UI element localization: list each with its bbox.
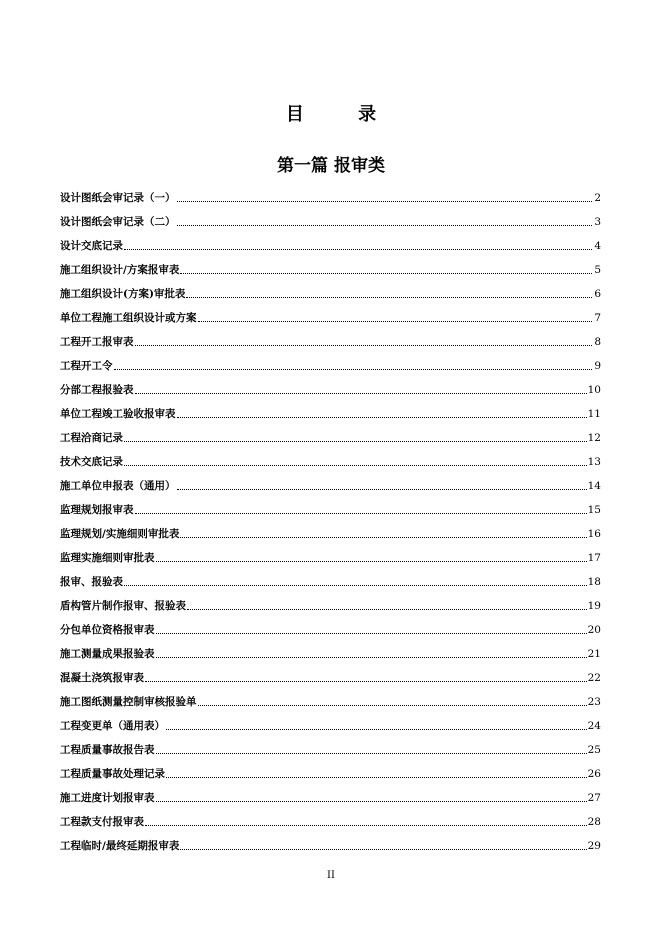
toc-entry-page-number: 16 bbox=[587, 528, 601, 540]
dot-leader bbox=[114, 368, 593, 370]
toc-entry-label: 报审、报验表 bbox=[60, 576, 123, 588]
toc-entry-page-number: 26 bbox=[587, 768, 601, 780]
toc-entry-page-number: 24 bbox=[587, 720, 601, 732]
section-title: 第一篇 报审类 bbox=[277, 156, 385, 176]
toc-entry-page-number: 6 bbox=[594, 288, 601, 300]
toc-entry-label: 混凝土浇筑报审表 bbox=[60, 672, 144, 684]
toc-entry-page-number: 18 bbox=[587, 576, 601, 588]
dot-leader bbox=[156, 800, 587, 802]
toc-entry-label: 盾构管片制作报审、报验表 bbox=[60, 600, 186, 612]
toc-entry-page-number: 11 bbox=[587, 408, 601, 420]
toc-entry-label: 施工图纸测量控制审核报验单 bbox=[60, 696, 197, 708]
dot-leader bbox=[156, 656, 587, 658]
table-of-contents bbox=[60, 185, 601, 857]
toc-entry-page-number: 10 bbox=[587, 384, 601, 396]
dot-leader bbox=[187, 608, 587, 610]
toc-entry-label: 施工单位申报表（通用） bbox=[60, 480, 176, 492]
toc-entry[interactable] bbox=[60, 617, 601, 641]
toc-entry[interactable] bbox=[60, 833, 601, 857]
toc-entry[interactable] bbox=[60, 449, 601, 473]
toc-entry-label: 监理实施细则审批表 bbox=[60, 552, 155, 564]
toc-entry[interactable] bbox=[60, 545, 601, 569]
toc-entry-page-number: 3 bbox=[594, 216, 601, 228]
dot-leader bbox=[198, 320, 593, 322]
toc-entry[interactable] bbox=[60, 569, 601, 593]
dot-leader bbox=[156, 560, 587, 562]
page-number-footer: II bbox=[327, 870, 335, 881]
toc-entry-label: 工程质量事故处理记录 bbox=[60, 768, 165, 780]
dot-leader bbox=[177, 488, 587, 490]
toc-entry-label: 工程开工令 bbox=[60, 360, 113, 372]
toc-entry[interactable] bbox=[60, 737, 601, 761]
toc-entry-label: 工程洽商记录 bbox=[60, 432, 123, 444]
dot-leader bbox=[145, 680, 587, 682]
toc-entry[interactable] bbox=[60, 785, 601, 809]
toc-entry-label: 工程质量事故报告表 bbox=[60, 744, 155, 756]
dot-leader bbox=[135, 392, 587, 394]
toc-entry-label: 分部工程报验表 bbox=[60, 384, 134, 396]
toc-entry[interactable] bbox=[60, 233, 601, 257]
toc-entry[interactable] bbox=[60, 593, 601, 617]
toc-entry-label: 设计图纸会审记录（二） bbox=[60, 216, 176, 228]
toc-entry[interactable] bbox=[60, 665, 601, 689]
toc-entry-page-number: 27 bbox=[587, 792, 601, 804]
dot-leader bbox=[180, 848, 586, 850]
dot-leader bbox=[166, 776, 587, 778]
dot-leader bbox=[156, 632, 587, 634]
toc-entry-page-number: 14 bbox=[587, 480, 601, 492]
dot-leader bbox=[180, 536, 586, 538]
toc-entry-page-number: 13 bbox=[587, 456, 601, 468]
page-title: 目 录 bbox=[285, 104, 401, 125]
toc-entry-page-number: 4 bbox=[594, 240, 601, 252]
toc-entry[interactable] bbox=[60, 281, 601, 305]
dot-leader bbox=[124, 584, 587, 586]
toc-entry-page-number: 8 bbox=[594, 336, 601, 348]
dot-leader bbox=[177, 416, 587, 418]
toc-entry[interactable] bbox=[60, 185, 601, 209]
dot-leader bbox=[156, 752, 587, 754]
toc-entry[interactable] bbox=[60, 353, 601, 377]
toc-entry-label: 单位工程施工组织设计或方案 bbox=[60, 312, 197, 324]
dot-leader bbox=[135, 512, 587, 514]
dot-leader bbox=[135, 344, 593, 346]
dot-leader bbox=[198, 704, 587, 706]
toc-entry[interactable] bbox=[60, 641, 601, 665]
toc-entry-label: 工程临时/最终延期报审表 bbox=[60, 840, 180, 852]
toc-entry[interactable] bbox=[60, 761, 601, 785]
toc-entry[interactable] bbox=[60, 209, 601, 233]
dot-leader bbox=[145, 824, 587, 826]
toc-entry-page-number: 19 bbox=[587, 600, 601, 612]
toc-entry-label: 施工测量成果报验表 bbox=[60, 648, 155, 660]
toc-entry[interactable] bbox=[60, 257, 601, 281]
toc-entry-page-number: 5 bbox=[594, 264, 601, 276]
toc-entry-page-number: 17 bbox=[587, 552, 601, 564]
toc-entry[interactable] bbox=[60, 401, 601, 425]
toc-entry-label: 监理规划/实施细则审批表 bbox=[60, 528, 180, 540]
dot-leader bbox=[124, 248, 592, 250]
toc-entry-label: 单位工程竣工验收报审表 bbox=[60, 408, 176, 420]
toc-entry-page-number: 21 bbox=[587, 648, 601, 660]
toc-entry-label: 施工进度计划报审表 bbox=[60, 792, 155, 804]
toc-entry-label: 分包单位资格报审表 bbox=[60, 624, 155, 636]
toc-entry[interactable] bbox=[60, 521, 601, 545]
toc-entry-page-number: 28 bbox=[587, 816, 601, 828]
dot-leader bbox=[124, 464, 587, 466]
toc-entry[interactable] bbox=[60, 689, 601, 713]
toc-entry[interactable] bbox=[60, 305, 601, 329]
toc-entry-label: 设计交底记录 bbox=[60, 240, 123, 252]
toc-entry-page-number: 12 bbox=[587, 432, 601, 444]
toc-entry-page-number: 23 bbox=[587, 696, 601, 708]
toc-entry-label: 工程变更单（通用表） bbox=[60, 720, 165, 732]
dot-leader bbox=[177, 200, 593, 202]
dot-leader bbox=[180, 272, 592, 274]
toc-entry[interactable] bbox=[60, 329, 601, 353]
toc-entry-page-number: 20 bbox=[587, 624, 601, 636]
toc-entry[interactable] bbox=[60, 377, 601, 401]
dot-leader bbox=[177, 224, 593, 226]
toc-entry[interactable] bbox=[60, 497, 601, 521]
toc-entry[interactable] bbox=[60, 425, 601, 449]
toc-entry[interactable] bbox=[60, 809, 601, 833]
toc-entry-page-number: 2 bbox=[594, 192, 601, 204]
toc-entry-page-number: 7 bbox=[594, 312, 601, 324]
toc-entry-label: 监理规划报审表 bbox=[60, 504, 134, 516]
toc-entry-label: 施工组织设计(方案)审批表 bbox=[60, 288, 186, 300]
toc-entry-label: 技术交底记录 bbox=[60, 456, 123, 468]
toc-entry-page-number: 22 bbox=[587, 672, 601, 684]
toc-entry-label: 施工组织设计/方案报审表 bbox=[60, 264, 180, 276]
toc-entry-label: 工程款支付报审表 bbox=[60, 816, 144, 828]
toc-entry-label: 工程开工报审表 bbox=[60, 336, 134, 348]
toc-entry-label: 设计图纸会审记录（一） bbox=[60, 192, 176, 204]
toc-entry-page-number: 25 bbox=[587, 744, 601, 756]
dot-leader bbox=[186, 296, 592, 298]
toc-entry[interactable] bbox=[60, 473, 601, 497]
toc-entry-page-number: 9 bbox=[594, 360, 601, 372]
toc-entry-page-number: 29 bbox=[587, 840, 601, 852]
dot-leader bbox=[166, 728, 587, 730]
toc-entry-page-number: 15 bbox=[587, 504, 601, 516]
dot-leader bbox=[124, 440, 587, 442]
toc-entry[interactable] bbox=[60, 713, 601, 737]
